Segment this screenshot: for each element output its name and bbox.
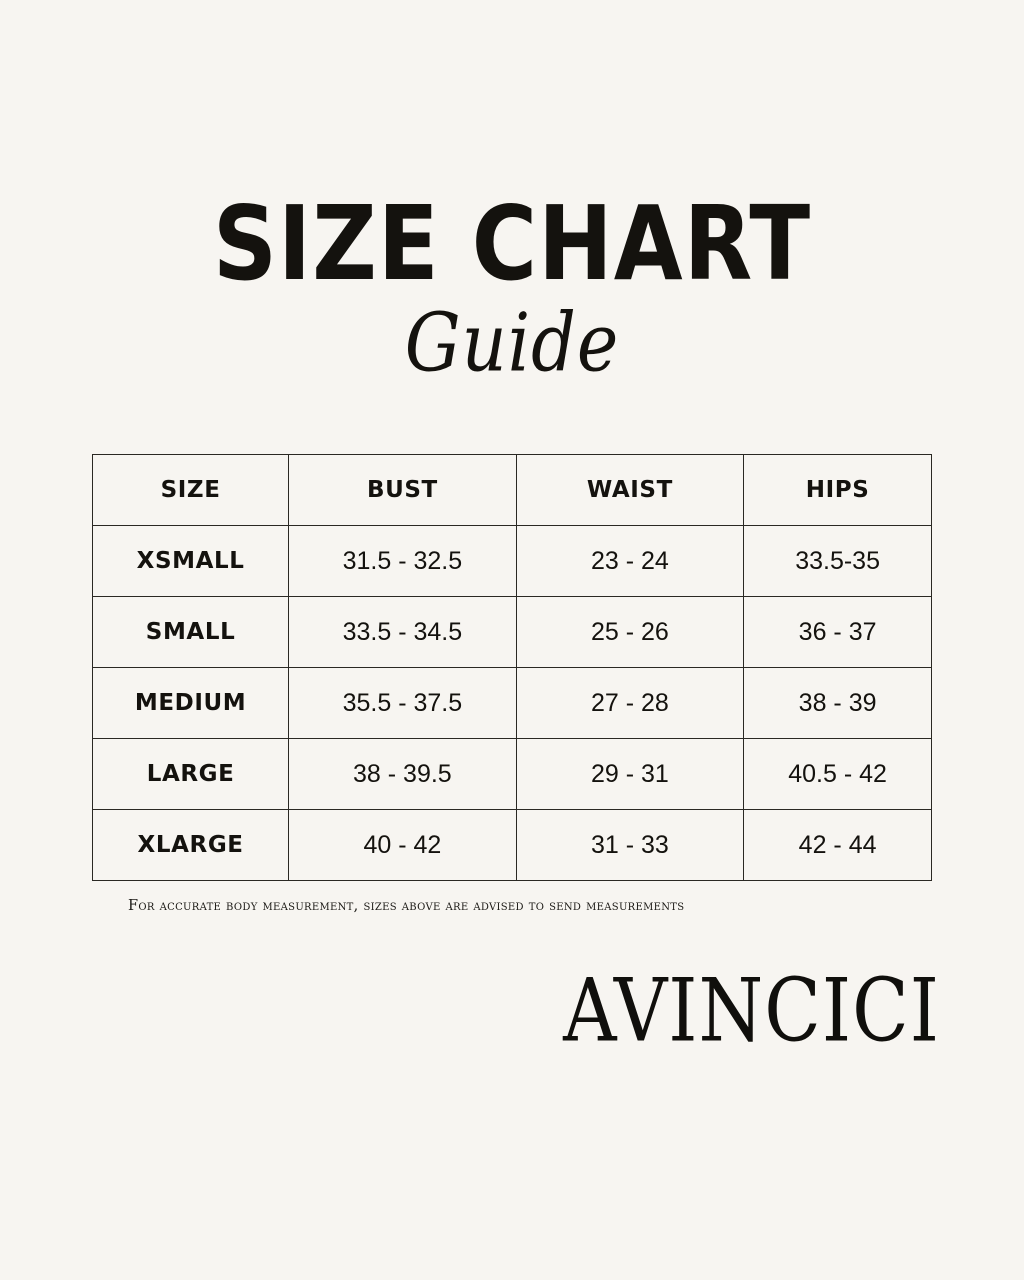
column-header-hips: HIPS [744, 455, 932, 526]
cell-hips: 40.5 - 42 [744, 739, 932, 810]
cell-bust: 31.5 - 32.5 [289, 526, 516, 597]
table-row [93, 526, 932, 597]
brand-logo: AVINCICI [563, 960, 940, 1062]
title-script-wrap [0, 295, 1024, 390]
page-subtitle: Guide [404, 295, 620, 390]
table-body [93, 526, 932, 881]
table-row [93, 810, 932, 881]
table-row [93, 597, 932, 668]
table-header-row [93, 455, 932, 526]
column-header-waist: WAIST [516, 455, 744, 526]
cell-size: XLARGE [93, 810, 289, 881]
cell-waist: 27 - 28 [516, 668, 744, 739]
cell-size: MEDIUM [93, 668, 289, 739]
cell-bust: 40 - 42 [289, 810, 516, 881]
cell-waist: 25 - 26 [516, 597, 744, 668]
cell-hips: 38 - 39 [744, 668, 932, 739]
cell-bust: 33.5 - 34.5 [289, 597, 516, 668]
brand-block [0, 960, 1024, 1062]
title-block [0, 183, 1024, 390]
measurement-note: For accurate body measurement, sizes above are advised to send measurements [128, 898, 685, 914]
table-header [93, 455, 932, 526]
cell-waist: 31 - 33 [516, 810, 744, 881]
table-row [93, 668, 932, 739]
size-chart-table [92, 454, 932, 881]
cell-size: LARGE [93, 739, 289, 810]
cell-hips: 42 - 44 [744, 810, 932, 881]
cell-size: SMALL [93, 597, 289, 668]
column-header-size: SIZE [93, 455, 289, 526]
page-title: SIZE CHART [212, 183, 812, 304]
cell-size: XSMALL [93, 526, 289, 597]
cell-bust: 35.5 - 37.5 [289, 668, 516, 739]
cell-waist: 23 - 24 [516, 526, 744, 597]
cell-hips: 33.5-35 [744, 526, 932, 597]
cell-waist: 29 - 31 [516, 739, 744, 810]
column-header-bust: BUST [289, 455, 516, 526]
table-row [93, 739, 932, 810]
cell-hips: 36 - 37 [744, 597, 932, 668]
cell-bust: 38 - 39.5 [289, 739, 516, 810]
